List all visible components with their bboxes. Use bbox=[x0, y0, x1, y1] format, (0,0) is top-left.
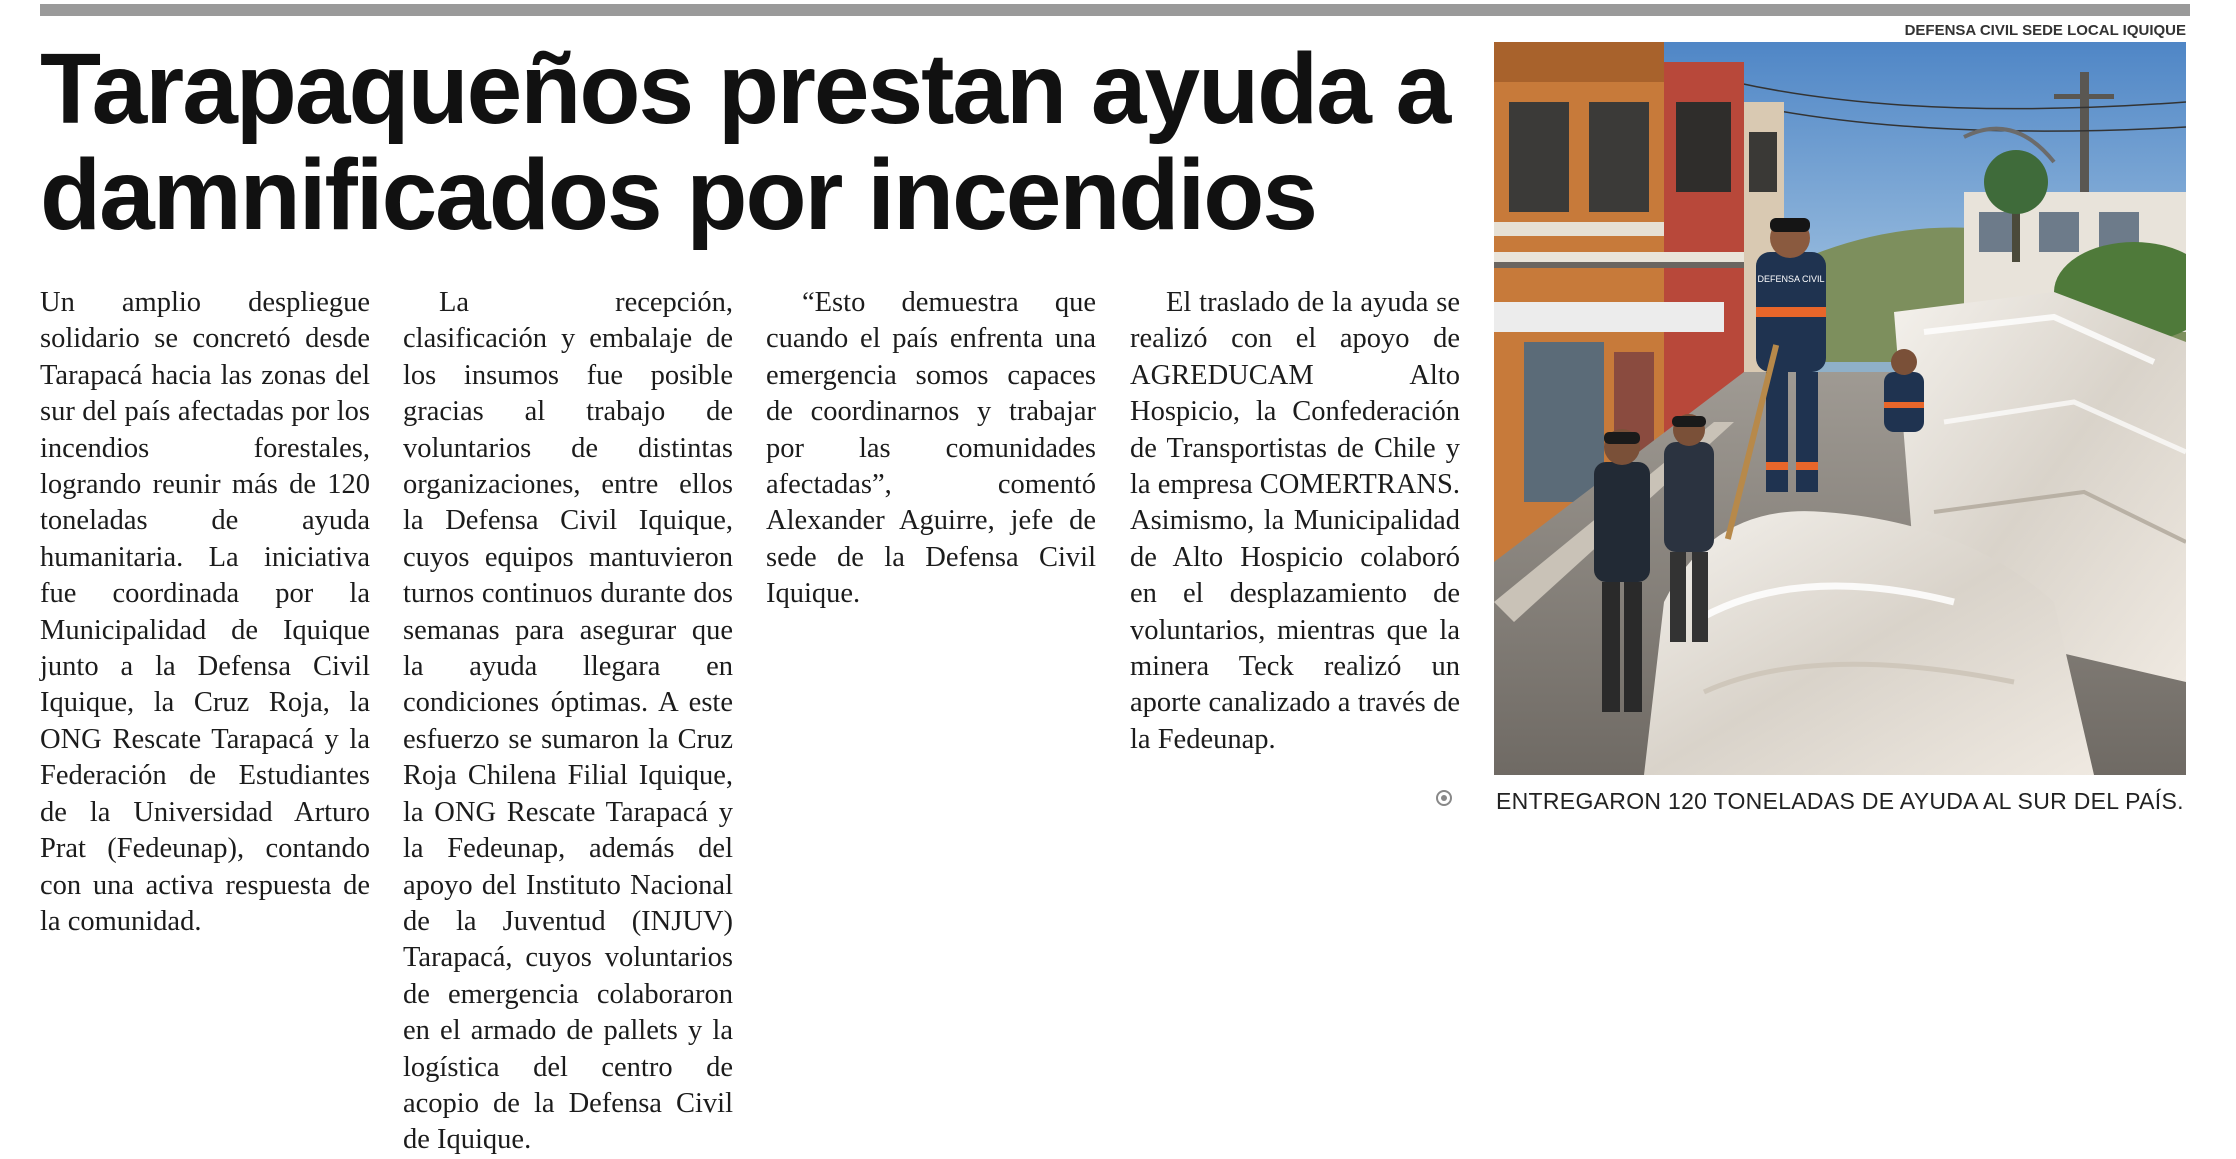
paragraph-4: El traslado de la ayuda se realizó con el apoyo de AGREDUCAM Alto Hospicio, la Confederación de Transportistas de Chile y la empresa COMERTRANS. Asimismo, la Municipalidad de Alto Hospicio colaboró en el desplazamiento de voluntarios, mientras que la minera Teck realizó un aporte canalizado a través de la Fedeunap. bbox=[1130, 287, 1460, 755]
article-column-4 bbox=[1130, 285, 1460, 758]
article-column-2 bbox=[403, 285, 733, 1159]
photo-caption: ENTREGARON 120 TONELADAS DE AYUDA AL SUR DEL PAÍS. bbox=[1496, 788, 2184, 814]
article-column-1 bbox=[40, 285, 370, 940]
article-column-3 bbox=[766, 285, 1096, 613]
top-rule bbox=[40, 4, 2190, 16]
news-photo bbox=[1494, 42, 2186, 775]
paragraph-3: “Esto demuestra que cuando el país enfrenta una emergencia somos capaces de coordinarnos y trabajar por las comunidades afectadas”, comentó Alexander Aguirre, jefe de sede de la Defensa Civil Iquique. bbox=[766, 287, 1096, 610]
paragraph-2: La recepción, clasificación y embalaje de los insumos fue posible gracias al trabajo de voluntarios de distintas organizaciones, entre ellos la Defensa Civil Iquique, cuyos equipos mantuvieron turnos continuos durante dos semanas para asegurar que la ayuda llegara en condiciones óptimas. A este esfuerzo se sumaron la Cruz Roja Chilena Filial Iquique, la ONG Rescate Tarapacá y la Fedeunap, además del apoyo del Instituto Nacional de la Juventud (INJUV) Tarapacá, cuyos voluntarios de emergencia colaboraron en el armado de pallets y la logística del centro de acopio de la Defensa Civil de Iquique. bbox=[403, 287, 733, 1156]
end-of-article-icon bbox=[1436, 790, 1452, 806]
headline: Tarapaqueños prestan ayuda a damnificados por incendios bbox=[40, 33, 1450, 251]
paragraph-1: Un amplio despliegue solidario se concretó desde Tarapacá hacia las zonas del sur del país afectadas por los incendios forestales, logrando reunir más de 120 toneladas de ayuda humanitaria. La iniciativa fue coordinada por la Municipalidad de Iquique junto a la Defensa Civil Iquique, la Cruz Roja, la ONG Rescate Tarapacá y la Federación de Estudiantes de la Universidad Arturo Prat (Fedeunap), contando con una activa respuesta de la comunidad. bbox=[40, 287, 370, 937]
uniform-jacket-text: DEFENSA CIVIL bbox=[1757, 274, 1825, 284]
photo-credit: DEFENSA CIVIL SEDE LOCAL IQUIQUE bbox=[1904, 22, 2186, 39]
